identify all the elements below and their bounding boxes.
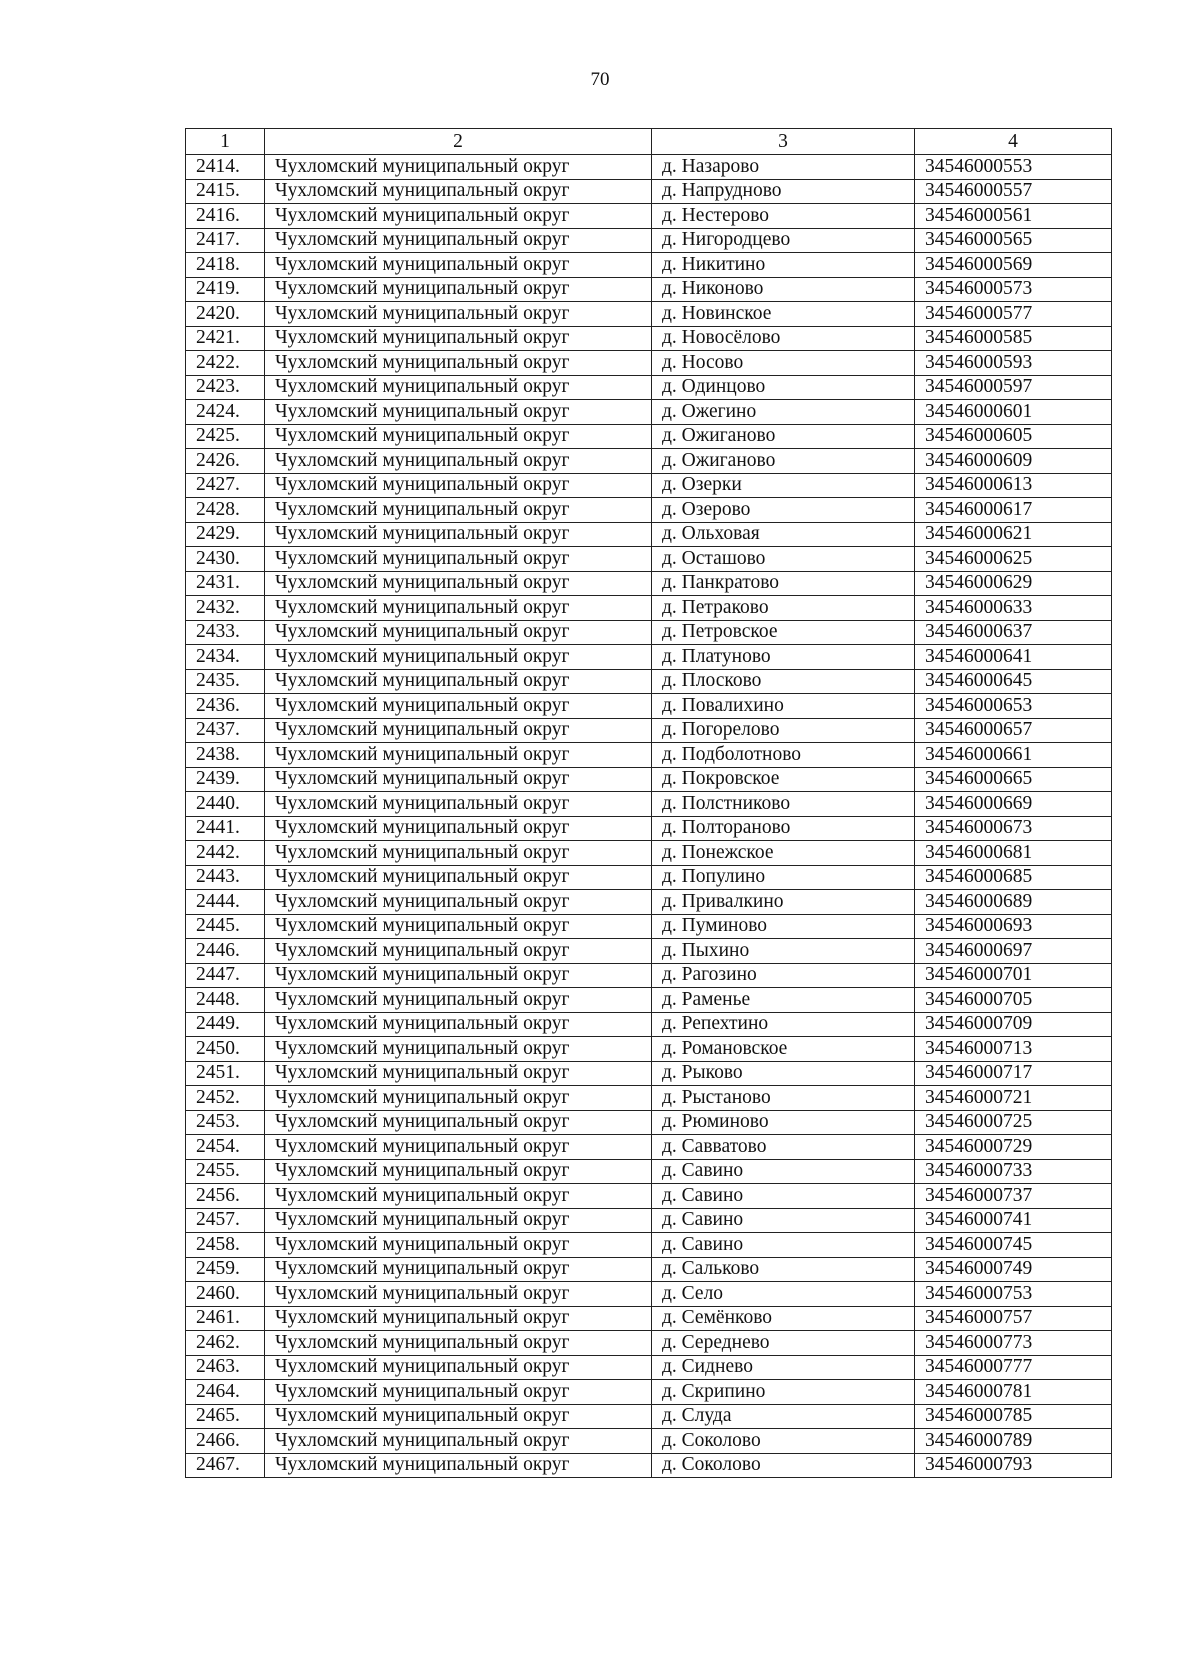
oktmo-code: 34546000701 [915,963,1112,988]
district-name: Чухломский муниципальный округ [265,1110,652,1135]
oktmo-code: 34546000785 [915,1404,1112,1429]
district-name: Чухломский муниципальный округ [265,1061,652,1086]
settlement-name: д. Сиднево [652,1355,915,1380]
oktmo-code: 34546000617 [915,498,1112,523]
row-number: 2423. [186,375,265,400]
settlement-name: д. Савино [652,1159,915,1184]
settlement-name: д. Нестерово [652,204,915,229]
district-name: Чухломский муниципальный округ [265,1208,652,1233]
settlement-name: д. Новинское [652,302,915,327]
row-number: 2455. [186,1159,265,1184]
oktmo-code: 34546000721 [915,1086,1112,1111]
district-name: Чухломский муниципальный округ [265,1355,652,1380]
settlement-name: д. Ожиганово [652,424,915,449]
settlement-name: д. Рыково [652,1061,915,1086]
row-number: 2434. [186,645,265,670]
district-name: Чухломский муниципальный округ [265,596,652,621]
table-row [186,375,1112,400]
settlement-name: д. Полстниково [652,792,915,817]
row-number: 2438. [186,743,265,768]
settlement-name: д. Ольховая [652,522,915,547]
district-name: Чухломский муниципальный округ [265,1086,652,1111]
settlement-name: д. Плосково [652,669,915,694]
oktmo-code: 34546000637 [915,620,1112,645]
row-number: 2454. [186,1135,265,1160]
district-name: Чухломский муниципальный округ [265,841,652,866]
table-row [186,400,1112,425]
table-header-row [186,129,1112,155]
district-name: Чухломский муниципальный округ [265,1257,652,1282]
table-row [186,498,1112,523]
settlement-name: д. Соколово [652,1429,915,1454]
oktmo-code: 34546000745 [915,1233,1112,1258]
row-number: 2460. [186,1282,265,1307]
settlement-name: д. Савино [652,1208,915,1233]
table-row [186,1355,1112,1380]
oktmo-code: 34546000645 [915,669,1112,694]
oktmo-code: 34546000633 [915,596,1112,621]
oktmo-code: 34546000641 [915,645,1112,670]
district-name: Чухломский муниципальный округ [265,1184,652,1209]
district-name: Чухломский муниципальный округ [265,718,652,743]
row-number: 2439. [186,767,265,792]
district-name: Чухломский муниципальный округ [265,204,652,229]
row-number: 2465. [186,1404,265,1429]
district-name: Чухломский муниципальный округ [265,1380,652,1405]
district-name: Чухломский муниципальный округ [265,400,652,425]
table-row [186,767,1112,792]
table-row [186,228,1112,253]
settlement-name: д. Семёнково [652,1306,915,1331]
row-number: 2467. [186,1453,265,1478]
district-name: Чухломский муниципальный округ [265,449,652,474]
table-row [186,1159,1112,1184]
row-number: 2425. [186,424,265,449]
row-number: 2457. [186,1208,265,1233]
table-row [186,841,1112,866]
row-number: 2444. [186,890,265,915]
table-row [186,424,1112,449]
settlement-name: д. Рагозино [652,963,915,988]
table-row [186,1037,1112,1062]
settlement-name: д. Осташово [652,547,915,572]
row-number: 2429. [186,522,265,547]
district-name: Чухломский муниципальный округ [265,571,652,596]
settlement-name: д. Пыхино [652,939,915,964]
row-number: 2459. [186,1257,265,1282]
table-row [186,1208,1112,1233]
table-row [186,816,1112,841]
table-row [186,253,1112,278]
oktmo-code: 34546000685 [915,865,1112,890]
district-name: Чухломский муниципальный округ [265,375,652,400]
row-number: 2427. [186,473,265,498]
oktmo-code: 34546000793 [915,1453,1112,1478]
row-number: 2443. [186,865,265,890]
district-name: Чухломский муниципальный округ [265,988,652,1013]
column-header-number: 1 [186,129,265,155]
table-row [186,1257,1112,1282]
row-number: 2415. [186,179,265,204]
district-name: Чухломский муниципальный округ [265,890,652,915]
oktmo-code: 34546000781 [915,1380,1112,1405]
settlement-name: д. Назарово [652,155,915,180]
table-row [186,645,1112,670]
row-number: 2458. [186,1233,265,1258]
settlement-name: д. Подболотново [652,743,915,768]
table-row [186,1429,1112,1454]
settlement-name: д. Новосёлово [652,326,915,351]
table-row [186,571,1112,596]
row-number: 2430. [186,547,265,572]
oktmo-code: 34546000729 [915,1135,1112,1160]
table-row [186,1135,1112,1160]
settlement-name: д. Привалкино [652,890,915,915]
settlement-name: д. Напрудново [652,179,915,204]
district-name: Чухломский муниципальный округ [265,963,652,988]
settlement-name: д. Одинцово [652,375,915,400]
row-number: 2420. [186,302,265,327]
settlement-name: д. Нигородцево [652,228,915,253]
settlement-name: д. Соколово [652,1453,915,1478]
district-name: Чухломский муниципальный округ [265,645,652,670]
district-name: Чухломский муниципальный округ [265,865,652,890]
row-number: 2432. [186,596,265,621]
row-number: 2452. [186,1086,265,1111]
table-row [186,743,1112,768]
oktmo-code: 34546000625 [915,547,1112,572]
row-number: 2453. [186,1110,265,1135]
settlement-name: д. Носово [652,351,915,376]
table-row [186,596,1112,621]
oktmo-code: 34546000569 [915,253,1112,278]
oktmo-code: 34546000657 [915,718,1112,743]
settlement-name: д. Платуново [652,645,915,670]
page-number: 70 [590,69,610,90]
district-name: Чухломский муниципальный округ [265,179,652,204]
district-name: Чухломский муниципальный округ [265,351,652,376]
settlement-name: д. Петраково [652,596,915,621]
district-name: Чухломский муниципальный округ [265,743,652,768]
settlements-table [185,128,1112,1478]
district-name: Чухломский муниципальный округ [265,1404,652,1429]
district-name: Чухломский муниципальный округ [265,1331,652,1356]
oktmo-code: 34546000597 [915,375,1112,400]
table-row [186,277,1112,302]
oktmo-code: 34546000693 [915,914,1112,939]
settlement-name: д. Пуминово [652,914,915,939]
table-row [186,1380,1112,1405]
oktmo-code: 34546000713 [915,1037,1112,1062]
table-row [186,939,1112,964]
district-name: Чухломский муниципальный округ [265,620,652,645]
district-name: Чухломский муниципальный округ [265,522,652,547]
settlement-name: д. Скрипино [652,1380,915,1405]
district-name: Чухломский муниципальный округ [265,1037,652,1062]
settlement-name: д. Репехтино [652,1012,915,1037]
table-row [186,326,1112,351]
settlement-name: д. Ожиганово [652,449,915,474]
row-number: 2447. [186,963,265,988]
settlement-name: д. Погорелово [652,718,915,743]
row-number: 2445. [186,914,265,939]
oktmo-code: 34546000709 [915,1012,1112,1037]
row-number: 2418. [186,253,265,278]
oktmo-code: 34546000673 [915,816,1112,841]
table-row [186,1306,1112,1331]
table-row [186,988,1112,1013]
row-number: 2424. [186,400,265,425]
table-row [186,1404,1112,1429]
district-name: Чухломский муниципальный округ [265,1159,652,1184]
settlement-name: д. Середнево [652,1331,915,1356]
table-row [186,204,1112,229]
oktmo-code: 34546000697 [915,939,1112,964]
settlement-name: д. Петровское [652,620,915,645]
row-number: 2416. [186,204,265,229]
settlement-name: д. Рюминово [652,1110,915,1135]
column-header-code: 4 [915,129,1112,155]
settlement-name: д. Покровское [652,767,915,792]
table-row [186,351,1112,376]
settlement-name: д. Сальково [652,1257,915,1282]
oktmo-code: 34546000705 [915,988,1112,1013]
table-row [186,914,1112,939]
row-number: 2450. [186,1037,265,1062]
table-row [186,620,1112,645]
row-number: 2419. [186,277,265,302]
table-row [186,179,1112,204]
district-name: Чухломский муниципальный округ [265,816,652,841]
district-name: Чухломский муниципальный округ [265,792,652,817]
table-body [186,155,1112,1478]
settlement-name: д. Савино [652,1233,915,1258]
row-number: 2456. [186,1184,265,1209]
oktmo-code: 34546000689 [915,890,1112,915]
table-row [186,1061,1112,1086]
table-row [186,1110,1112,1135]
oktmo-code: 34546000585 [915,326,1112,351]
row-number: 2461. [186,1306,265,1331]
row-number: 2426. [186,449,265,474]
table-row [186,890,1112,915]
table-row [186,792,1112,817]
table-row [186,1331,1112,1356]
oktmo-code: 34546000593 [915,351,1112,376]
oktmo-code: 34546000613 [915,473,1112,498]
table-row [186,302,1112,327]
row-number: 2414. [186,155,265,180]
oktmo-code: 34546000577 [915,302,1112,327]
table-row [186,963,1112,988]
table-row [186,1184,1112,1209]
district-name: Чухломский муниципальный округ [265,767,652,792]
row-number: 2431. [186,571,265,596]
district-name: Чухломский муниципальный округ [265,694,652,719]
row-number: 2428. [186,498,265,523]
column-header-district: 2 [265,129,652,155]
oktmo-code: 34546000557 [915,179,1112,204]
oktmo-code: 34546000669 [915,792,1112,817]
table-row [186,522,1112,547]
district-name: Чухломский муниципальный округ [265,228,652,253]
oktmo-code: 34546000681 [915,841,1112,866]
oktmo-code: 34546000753 [915,1282,1112,1307]
table-row [186,694,1112,719]
district-name: Чухломский муниципальный округ [265,1306,652,1331]
row-number: 2448. [186,988,265,1013]
oktmo-code: 34546000605 [915,424,1112,449]
settlement-name: д. Слуда [652,1404,915,1429]
settlement-name: д. Никоново [652,277,915,302]
table-row [186,1233,1112,1258]
oktmo-code: 34546000733 [915,1159,1112,1184]
row-number: 2435. [186,669,265,694]
district-name: Чухломский муниципальный округ [265,1282,652,1307]
settlement-name: д. Никитино [652,253,915,278]
table-row [186,473,1112,498]
settlement-name: д. Рыстаново [652,1086,915,1111]
table-row [186,1012,1112,1037]
row-number: 2464. [186,1380,265,1405]
settlement-name: д. Савино [652,1184,915,1209]
district-name: Чухломский муниципальный округ [265,302,652,327]
table-row [186,1453,1112,1478]
settlement-name: д. Романовское [652,1037,915,1062]
table-row [186,669,1112,694]
row-number: 2422. [186,351,265,376]
oktmo-code: 34546000653 [915,694,1112,719]
settlement-name: д. Повалихино [652,694,915,719]
district-name: Чухломский муниципальный округ [265,155,652,180]
oktmo-code: 34546000757 [915,1306,1112,1331]
oktmo-code: 34546000741 [915,1208,1112,1233]
oktmo-code: 34546000777 [915,1355,1112,1380]
settlement-name: д. Популино [652,865,915,890]
district-name: Чухломский муниципальный округ [265,669,652,694]
district-name: Чухломский муниципальный округ [265,547,652,572]
settlement-name: д. Полтораново [652,816,915,841]
district-name: Чухломский муниципальный округ [265,473,652,498]
district-name: Чухломский муниципальный округ [265,1012,652,1037]
district-name: Чухломский муниципальный округ [265,1429,652,1454]
row-number: 2433. [186,620,265,645]
oktmo-code: 34546000565 [915,228,1112,253]
oktmo-code: 34546000665 [915,767,1112,792]
oktmo-code: 34546000717 [915,1061,1112,1086]
oktmo-code: 34546000553 [915,155,1112,180]
district-name: Чухломский муниципальный округ [265,253,652,278]
oktmo-code: 34546000573 [915,277,1112,302]
oktmo-code: 34546000773 [915,1331,1112,1356]
row-number: 2462. [186,1331,265,1356]
table-row [186,155,1112,180]
oktmo-code: 34546000749 [915,1257,1112,1282]
district-name: Чухломский муниципальный округ [265,1233,652,1258]
row-number: 2463. [186,1355,265,1380]
settlement-name: д. Савватово [652,1135,915,1160]
settlement-name: д. Раменье [652,988,915,1013]
oktmo-code: 34546000621 [915,522,1112,547]
row-number: 2436. [186,694,265,719]
oktmo-code: 34546000725 [915,1110,1112,1135]
settlement-name: д. Озерки [652,473,915,498]
row-number: 2466. [186,1429,265,1454]
row-number: 2421. [186,326,265,351]
oktmo-code: 34546000737 [915,1184,1112,1209]
district-name: Чухломский муниципальный округ [265,498,652,523]
district-name: Чухломский муниципальный округ [265,277,652,302]
settlement-name: д. Село [652,1282,915,1307]
district-name: Чухломский муниципальный округ [265,1135,652,1160]
column-header-settlement: 3 [652,129,915,155]
table-row [186,865,1112,890]
district-name: Чухломский муниципальный округ [265,939,652,964]
row-number: 2417. [186,228,265,253]
table-row [186,1282,1112,1307]
table-row [186,1086,1112,1111]
row-number: 2440. [186,792,265,817]
row-number: 2437. [186,718,265,743]
row-number: 2446. [186,939,265,964]
oktmo-code: 34546000661 [915,743,1112,768]
row-number: 2449. [186,1012,265,1037]
row-number: 2451. [186,1061,265,1086]
row-number: 2441. [186,816,265,841]
table-row [186,718,1112,743]
district-name: Чухломский муниципальный округ [265,424,652,449]
district-name: Чухломский муниципальный округ [265,1453,652,1478]
district-name: Чухломский муниципальный округ [265,326,652,351]
settlement-name: д. Понежское [652,841,915,866]
table-row [186,449,1112,474]
table-row [186,547,1112,572]
settlement-name: д. Озерово [652,498,915,523]
oktmo-code: 34546000789 [915,1429,1112,1454]
row-number: 2442. [186,841,265,866]
oktmo-code: 34546000629 [915,571,1112,596]
district-name: Чухломский муниципальный округ [265,914,652,939]
oktmo-code: 34546000601 [915,400,1112,425]
settlement-name: д. Ожегино [652,400,915,425]
settlement-name: д. Панкратово [652,571,915,596]
oktmo-code: 34546000609 [915,449,1112,474]
oktmo-code: 34546000561 [915,204,1112,229]
